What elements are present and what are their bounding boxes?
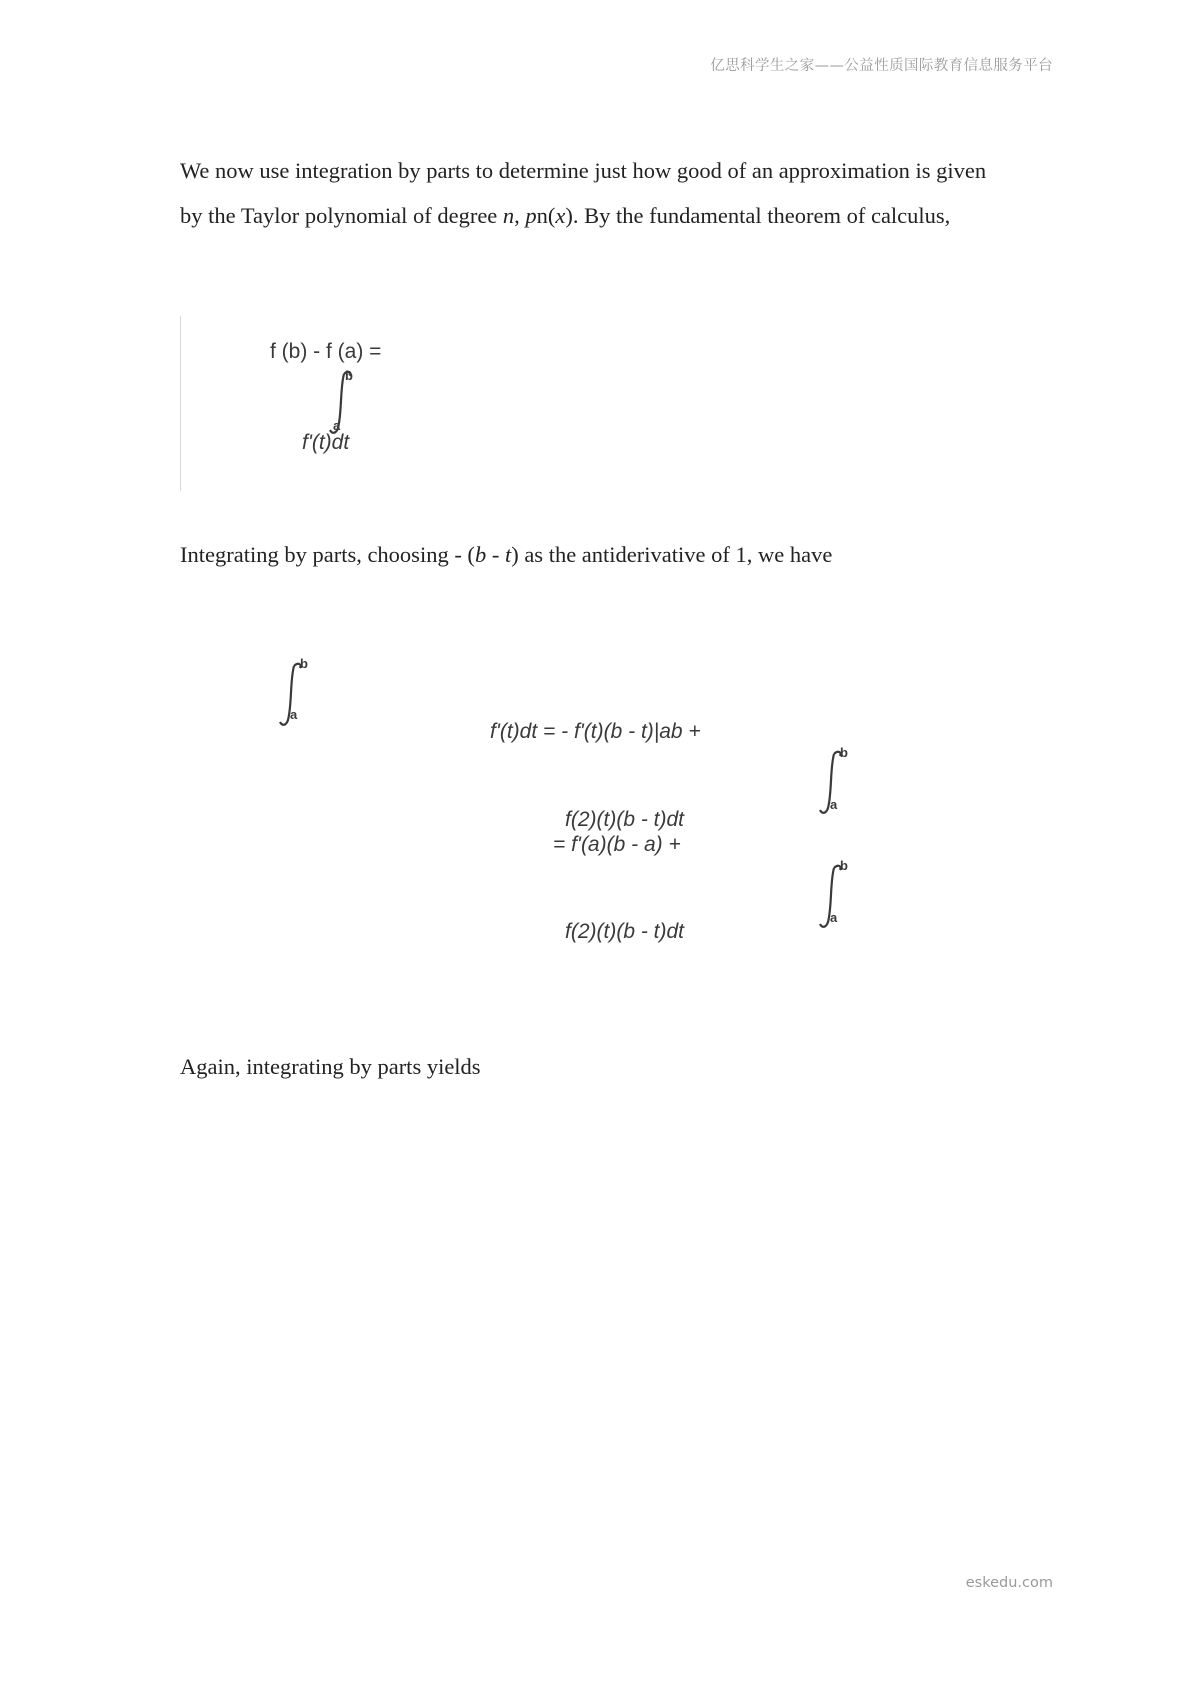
ibp-line-4-text: f(2)(t)(b - t)dt [565,920,684,943]
quote-bar [180,316,181,491]
para1-text: We now use integration by parts to determine just how good of an approximation is given by the Taylor polynomial of degree [180,158,987,228]
footer-site-url: eskedu.com [965,1575,1053,1591]
ftc-lhs: f (b) - f (a) = [270,340,382,363]
var-b: b [474,542,487,567]
var-p: p [525,203,537,228]
ftc-integrand-text: f'(t)dt [302,431,350,454]
ftc-upper-limit: b [345,368,353,383]
ibp-line-1 [490,720,701,744]
ibp-upper-limit-3: b [840,858,848,873]
para1-sub-n: n( [536,203,556,228]
ibp-line-3-text: = f'(a)(b - a) + [553,833,681,856]
ibp-line-4 [565,920,684,944]
ftc-lower-limit: a [333,418,341,433]
para1-text-end: ). By the fundamental theorem of calculus, [565,203,951,228]
paragraph-again: Again, integrating by parts yields [180,1054,481,1079]
ibp-line-1-text: f'(t)dt = - f'(t)(b - t)|ab + [490,720,701,743]
var-n: n [502,203,515,228]
header-site-title: 亿思科学生之家——公益性质国际教育信息服务平台 [710,58,1053,74]
para1-comma: , [514,203,526,228]
ftc-integrand [302,431,349,455]
paragraph-intro [180,148,1000,238]
para2-text-end: ) as the antiderivative of 1, we have [511,542,833,567]
var-x: x [555,203,566,228]
ibp-line-2 [565,808,684,832]
ibp-upper-limit-1: b [300,656,308,671]
ibp-line-3 [553,833,681,857]
ftc-integral-sign [322,368,362,438]
ibp-lower-limit-1: a [290,707,298,722]
ibp-lower-limit-2: a [830,797,838,812]
ibp-line-2-text: f(2)(t)(b - t)dt [565,808,684,831]
ibp-lower-limit-3: a [830,910,838,925]
para2-text: Integrating by parts, choosing - ( [180,542,475,567]
para2-minus: - [486,542,505,567]
var-t: t [504,542,512,567]
ibp-upper-limit-2: b [840,745,848,760]
paragraph-integrating [180,532,1000,577]
